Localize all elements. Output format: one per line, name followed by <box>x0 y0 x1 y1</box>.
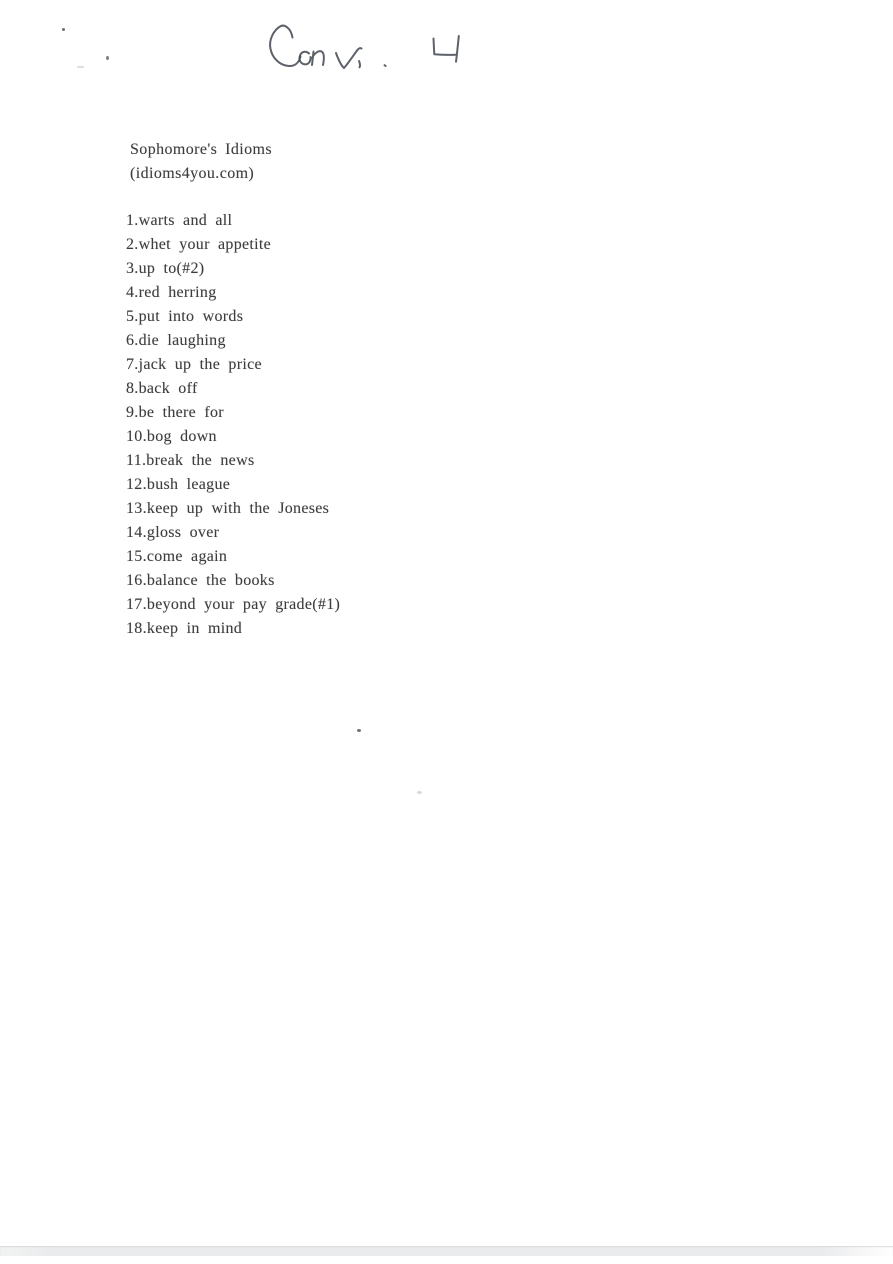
scan-speck <box>357 729 361 732</box>
scan-smudge <box>417 791 422 794</box>
idiom-line: 14.gloss over <box>126 524 220 541</box>
pen-stroke-v <box>336 48 362 68</box>
idiom-line: 4.red herring <box>126 284 217 301</box>
idiom-line: 17.beyond your pay grade(#1) <box>126 596 341 613</box>
idiom-line: 12.bush league <box>126 476 231 493</box>
header-title: Sophomore's Idioms <box>130 141 273 158</box>
handwritten-annotation <box>253 18 473 96</box>
idiom-line: 8.back off <box>126 380 198 397</box>
idiom-line: 11.break the news <box>126 452 255 469</box>
idiom-line: 18.keep in mind <box>126 620 243 637</box>
pen-stroke-C <box>270 26 300 66</box>
scan-edge-band <box>0 1246 893 1256</box>
idiom-line: 13.keep up with the Joneses <box>126 500 330 517</box>
idiom-line: 9.be there for <box>126 404 224 421</box>
pen-strokes <box>253 18 473 96</box>
idiom-line: 10.bog down <box>126 428 217 445</box>
idiom-line: 15.come again <box>126 548 228 565</box>
idiom-line: 3.up to(#2) <box>126 260 205 277</box>
scan-speck <box>106 56 109 60</box>
pen-stroke-period <box>385 65 386 66</box>
idiom-list <box>126 209 340 641</box>
idiom-line: 5.put into words <box>126 308 244 325</box>
document-header <box>130 138 272 185</box>
idiom-line: 6.die laughing <box>126 332 226 349</box>
idiom-line: 1.warts and all <box>126 212 233 229</box>
idiom-line: 7.jack up the price <box>126 356 262 373</box>
scan-speck <box>62 28 65 31</box>
pen-stroke-o <box>300 52 311 65</box>
pen-stroke-4 <box>434 36 459 62</box>
header-source: (idioms4you.com) <box>130 164 255 182</box>
pen-stroke-n <box>312 51 324 65</box>
idiom-line: 2.whet your appetite <box>126 236 272 253</box>
scan-smudge <box>77 66 84 68</box>
idiom-line: 16.balance the books <box>126 572 275 589</box>
